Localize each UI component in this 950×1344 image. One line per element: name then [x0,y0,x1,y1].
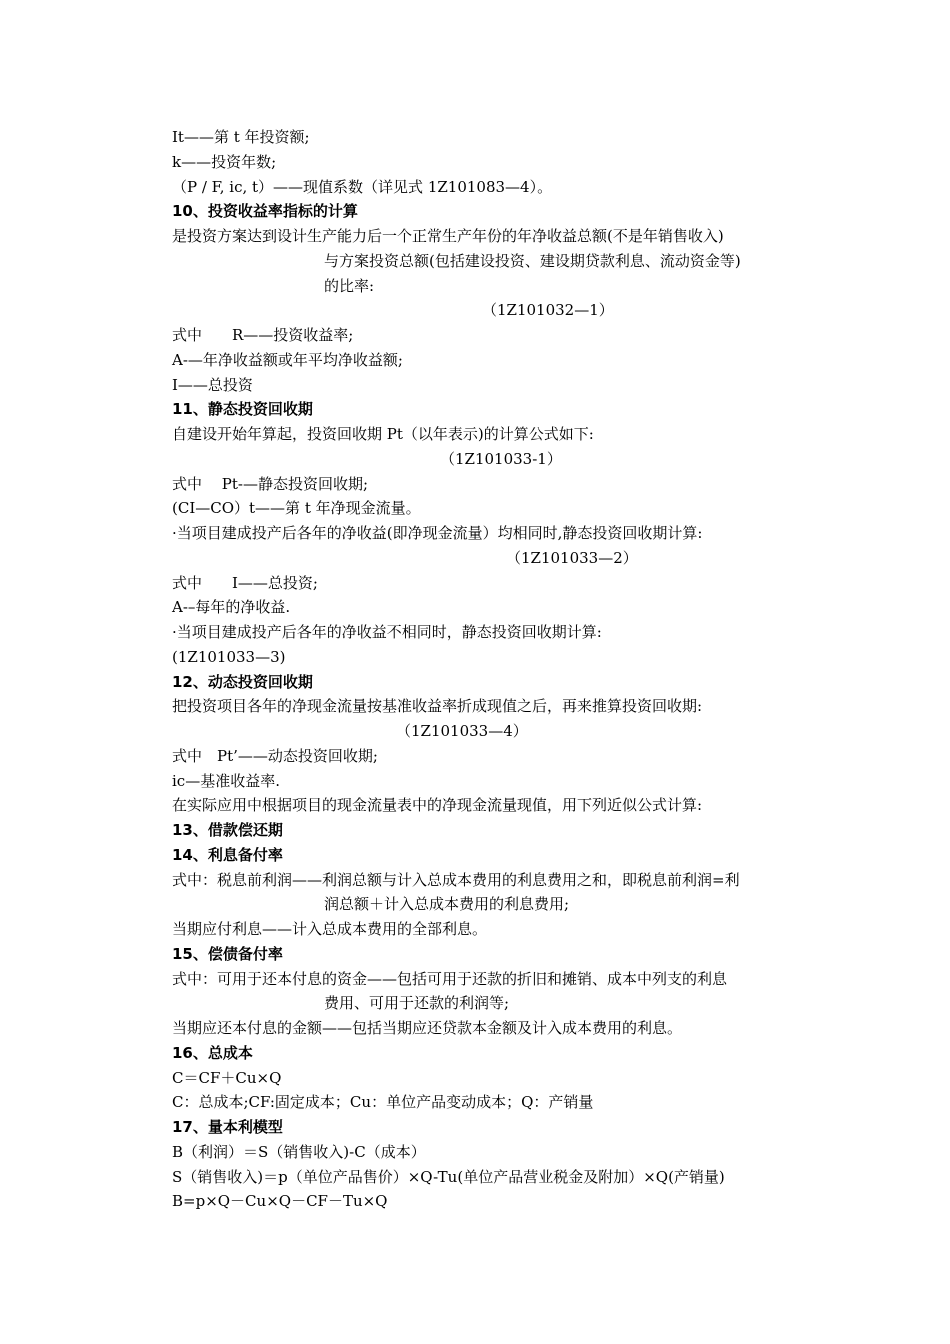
text-line: 当期应付利息——计入总成本费用的全部利息。 [172,920,488,938]
text-line: 式中 R——投资收益率; [172,326,354,344]
text-line: I——总投资 [172,375,253,394]
formula-reference: (1Z101033—3) [172,647,286,666]
text-line: 当期应还本付息的金额——包括当期应还贷款本金额及计入成本费用的利息。 [172,1019,683,1037]
text-line: k——投资年数; [172,152,277,171]
formula-line: C＝CF＋Cu×Q [172,1068,282,1087]
text-line: 把投资项目各年的净现金流量按基准收益率折成现值之后，再来推算投资回收期: [172,697,703,716]
text-line: （P / F, ic, t）——现值系数（详见式 1Z101083—4）。 [172,177,553,196]
section-heading: 15、偿债备付率 [172,944,283,963]
text-line: A-—年净收益额或年平均净收益额; [172,350,403,369]
text-line: 费用、可用于还款的利润等; [324,994,510,1013]
text-line: 式中 Pt’——动态投资回收期; [172,746,378,765]
text-line: 的比率: [324,276,375,295]
text-line: ·当项目建成投产后各年的净收益(即净现金流量）均相同时,静态投资回收期计算: [172,524,703,542]
section-heading: 10、投资收益率指标的计算 [172,202,358,221]
text-line: A-–每年的净收益. [172,598,291,617]
text-line: 润总额＋计入总成本费用的利息费用; [324,895,570,914]
section-heading: 16、总成本 [172,1043,253,1062]
formula-reference: （1Z101032—1） [482,301,614,320]
section-heading: 17、量本利模型 [172,1118,283,1136]
text-line: 式中 Pt-—静态投资回收期; [172,474,369,493]
text-line: C：总成本;CF:固定成本；Cu：单位产品变动成本；Q：产销量 [172,1093,594,1112]
text-line: It——第 t 年投资额; [172,128,310,146]
text-line: 与方案投资总额(包括建设投资、建设期贷款利息、流动资金等) [324,251,741,270]
formula-line: B（利润）＝S（销售收入)-C（成本） [172,1142,426,1161]
text-line: 式中：税息前利润——利润总额与计入总成本费用的利息费用之和，即税息前利润=利 [172,870,740,889]
formula-reference: （1Z101033-1） [440,449,562,468]
formula-line: B=p×Q－Cu×Q－CF－Tu×Q [172,1192,388,1211]
text-line: 式中 I——总投资; [172,573,318,592]
formula-reference: （1Z101033—2） [506,548,638,567]
text-line: 自建设开始年算起，投资回收期 Pt（以年表示)的计算公式如下: [172,425,594,443]
section-heading: 14、利息备付率 [172,845,283,864]
formula-reference: （1Z101033—4） [396,722,528,740]
section-heading: 11、静态投资回收期 [172,400,313,419]
text-line: 式中：可用于还本付息的资金——包括可用于还款的折旧和摊销、成本中列支的利息 [172,969,728,988]
text-line: (CI—CO）t——第 t 年净现金流量。 [172,499,421,518]
formula-line: S（销售收入)＝p（单位产品售价）×Q-Tu(单位产品营业税金及附加）×Q(产销量) [172,1167,725,1186]
section-heading: 12、动态投资回收期 [172,672,313,691]
text-line: 在实际应用中根据项目的现金流量表中的净现金流量现值，用下列近似公式计算: [172,796,703,815]
section-heading: 13、借款偿还期 [172,821,283,839]
document-page [172,125,822,1214]
text-line: ic—基准收益率. [172,771,280,790]
text-line: ·当项目建成投产后各年的净收益不相同时，静态投资回收期计算: [172,623,602,641]
text-line: 是投资方案达到设计生产能力后一个正常生产年份的年净收益总额(不是年销售收入) [172,227,724,245]
